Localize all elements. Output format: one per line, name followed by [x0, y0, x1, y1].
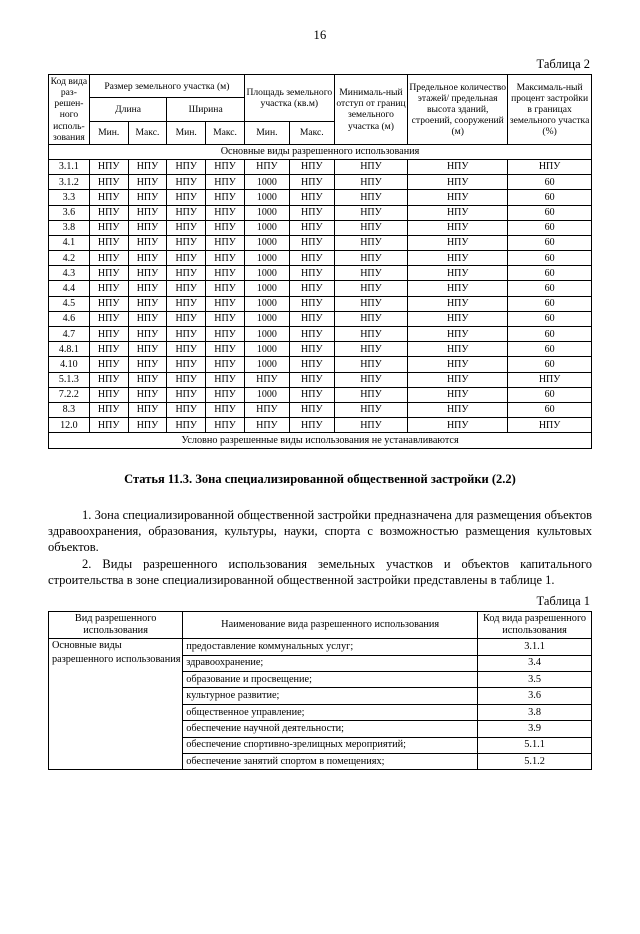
- cell-etazh: НПУ: [408, 327, 508, 342]
- table2-section-main-row: [49, 144, 592, 159]
- cell-length-max: НПУ: [128, 402, 167, 417]
- cell-length-min: НПУ: [89, 220, 128, 235]
- cell-code: 4.6: [49, 311, 90, 326]
- cell-width-max: НПУ: [206, 190, 245, 205]
- table2-section-main: Основные виды разрешенного использования: [49, 144, 592, 159]
- cell-code: 3.8: [49, 220, 90, 235]
- cell-procent: 60: [508, 311, 592, 326]
- table-row: [49, 251, 592, 266]
- cell-width-min: НПУ: [167, 357, 206, 372]
- article-paragraph-1: 1. Зона специализированной общественной застройки предназначена для размещения объектов здравоохранения, образования, культуры, науки, спорта с возможностью размещения культовых объектов.: [48, 507, 592, 555]
- cell-code: 4.2: [49, 251, 90, 266]
- table1-body: [49, 639, 592, 770]
- cell-length-max: НПУ: [128, 311, 167, 326]
- cell-width-max: НПУ: [206, 327, 245, 342]
- th-width-min: Мин.: [167, 121, 206, 144]
- cell-length-max: НПУ: [128, 235, 167, 250]
- article-paragraph-2: 2. Виды разрешенного использования земельных участков и объектов капитального строительства в зоне специализированной общественной застройки представлены в таблице 1.: [48, 556, 592, 587]
- table-row: [49, 342, 592, 357]
- table-2-land-parameters: [48, 74, 592, 449]
- cell-length-max: НПУ: [128, 342, 167, 357]
- cell-length-min: НПУ: [89, 327, 128, 342]
- cell-code: 12.0: [49, 418, 90, 433]
- cell-use-name: здравоохранение;: [183, 655, 478, 671]
- table1-header-row: [49, 612, 592, 639]
- cell-otstup: НПУ: [334, 311, 407, 326]
- cell-use-name: обеспечение научной деятельности;: [183, 721, 478, 737]
- cell-length-max: НПУ: [128, 327, 167, 342]
- cell-use-code: 3.9: [478, 721, 592, 737]
- cell-code: 4.3: [49, 266, 90, 281]
- cell-otstup: НПУ: [334, 418, 407, 433]
- cell-area-max: НПУ: [289, 357, 334, 372]
- cell-procent: 60: [508, 235, 592, 250]
- table-row: [49, 190, 592, 205]
- th-otstup: Минималь-ный отступ от границ земельного участка (м): [334, 75, 407, 145]
- cell-area-min: НПУ: [244, 402, 289, 417]
- cell-length-max: НПУ: [128, 175, 167, 190]
- cell-width-min: НПУ: [167, 190, 206, 205]
- cell-code: 4.1: [49, 235, 90, 250]
- cell-area-max: НПУ: [289, 175, 334, 190]
- cell-code: 4.8.1: [49, 342, 90, 357]
- cell-area-min: 1000: [244, 281, 289, 296]
- cell-etazh: НПУ: [408, 235, 508, 250]
- cell-area-min: 1000: [244, 296, 289, 311]
- cell-code: 3.6: [49, 205, 90, 220]
- cell-group-label: Основные виды разрешенного использования: [49, 639, 183, 770]
- cell-width-min: НПУ: [167, 327, 206, 342]
- cell-area-max: НПУ: [289, 296, 334, 311]
- cell-length-min: НПУ: [89, 296, 128, 311]
- cell-area-min: НПУ: [244, 418, 289, 433]
- table-row: [49, 402, 592, 417]
- cell-etazh: НПУ: [408, 387, 508, 402]
- cell-width-max: НПУ: [206, 387, 245, 402]
- cell-length-min: НПУ: [89, 205, 128, 220]
- page-number: 16: [313, 28, 327, 42]
- cell-area-min: 1000: [244, 190, 289, 205]
- table-row: [49, 387, 592, 402]
- cell-area-max: НПУ: [289, 372, 334, 387]
- cell-etazh: НПУ: [408, 342, 508, 357]
- cell-otstup: НПУ: [334, 220, 407, 235]
- th-code: Код вида раз-решен-ного исполь-зования: [49, 75, 90, 145]
- cell-code: 3.1.1: [49, 159, 90, 174]
- cell-width-min: НПУ: [167, 418, 206, 433]
- cell-otstup: НПУ: [334, 159, 407, 174]
- cell-area-max: НПУ: [289, 220, 334, 235]
- cell-width-min: НПУ: [167, 220, 206, 235]
- cell-length-min: НПУ: [89, 281, 128, 296]
- cell-area-max: НПУ: [289, 311, 334, 326]
- cell-length-min: НПУ: [89, 402, 128, 417]
- cell-width-max: НПУ: [206, 357, 245, 372]
- cell-otstup: НПУ: [334, 327, 407, 342]
- th-vid: Вид разрешенного использования: [49, 612, 183, 639]
- th-length-group: Длина: [89, 98, 167, 121]
- th-length-min: Мин.: [89, 121, 128, 144]
- cell-area-max: НПУ: [289, 281, 334, 296]
- cell-width-min: НПУ: [167, 251, 206, 266]
- cell-width-max: НПУ: [206, 251, 245, 266]
- table-row: [49, 418, 592, 433]
- cell-length-max: НПУ: [128, 281, 167, 296]
- th-length-max: Макс.: [128, 121, 167, 144]
- cell-use-name: образование и просвещение;: [183, 672, 478, 688]
- cell-area-min: 1000: [244, 251, 289, 266]
- cell-area-min: 1000: [244, 266, 289, 281]
- cell-width-max: НПУ: [206, 175, 245, 190]
- cell-area-max: НПУ: [289, 402, 334, 417]
- cell-width-max: НПУ: [206, 159, 245, 174]
- cell-procent: 60: [508, 357, 592, 372]
- cell-code: 4.5: [49, 296, 90, 311]
- cell-width-max: НПУ: [206, 235, 245, 250]
- cell-length-min: НПУ: [89, 418, 128, 433]
- cell-otstup: НПУ: [334, 190, 407, 205]
- cell-etazh: НПУ: [408, 418, 508, 433]
- cell-width-min: НПУ: [167, 387, 206, 402]
- cell-code: 4.4: [49, 281, 90, 296]
- cell-length-min: НПУ: [89, 175, 128, 190]
- cell-procent: 60: [508, 281, 592, 296]
- cell-etazh: НПУ: [408, 220, 508, 235]
- cell-procent: НПУ: [508, 159, 592, 174]
- table-1-permitted-uses: [48, 611, 592, 770]
- cell-length-max: НПУ: [128, 205, 167, 220]
- cell-etazh: НПУ: [408, 266, 508, 281]
- article-heading: Статья 11.3. Зона специализированной общественной застройки (2.2): [124, 471, 516, 486]
- table-row: [49, 639, 592, 655]
- cell-otstup: НПУ: [334, 205, 407, 220]
- cell-length-min: НПУ: [89, 251, 128, 266]
- cell-otstup: НПУ: [334, 402, 407, 417]
- table2-body: [49, 144, 592, 433]
- cell-code: 3.1.2: [49, 175, 90, 190]
- cell-procent: НПУ: [508, 418, 592, 433]
- cell-use-name: культурное развитие;: [183, 688, 478, 704]
- cell-procent: 60: [508, 387, 592, 402]
- cell-length-min: НПУ: [89, 190, 128, 205]
- cell-width-min: НПУ: [167, 402, 206, 417]
- cell-code: 7.2.2: [49, 387, 90, 402]
- cell-use-code: 3.1.1: [478, 639, 592, 655]
- cell-etazh: НПУ: [408, 205, 508, 220]
- cell-code: 3.3: [49, 190, 90, 205]
- cell-length-min: НПУ: [89, 159, 128, 174]
- cell-area-min: 1000: [244, 387, 289, 402]
- table2-header-row-1: [49, 75, 592, 98]
- cell-length-max: НПУ: [128, 190, 167, 205]
- cell-width-max: НПУ: [206, 266, 245, 281]
- cell-width-min: НПУ: [167, 296, 206, 311]
- cell-length-min: НПУ: [89, 387, 128, 402]
- cell-length-min: НПУ: [89, 372, 128, 387]
- cell-area-min: 1000: [244, 205, 289, 220]
- table-row: [49, 372, 592, 387]
- cell-area-max: НПУ: [289, 418, 334, 433]
- cell-width-max: НПУ: [206, 220, 245, 235]
- cell-length-min: НПУ: [89, 266, 128, 281]
- th-code: Код вида разрешенного использования: [478, 612, 592, 639]
- cell-procent: 60: [508, 205, 592, 220]
- cell-etazh: НПУ: [408, 159, 508, 174]
- cell-area-max: НПУ: [289, 342, 334, 357]
- table-row: [49, 175, 592, 190]
- cell-code: 4.10: [49, 357, 90, 372]
- cell-procent: 60: [508, 251, 592, 266]
- cell-procent: 60: [508, 175, 592, 190]
- cell-code: 5.1.3: [49, 372, 90, 387]
- cell-area-min: 1000: [244, 235, 289, 250]
- cell-area-max: НПУ: [289, 205, 334, 220]
- cell-use-code: 5.1.1: [478, 737, 592, 753]
- cell-length-max: НПУ: [128, 418, 167, 433]
- table2-section-footer-row: [49, 433, 592, 448]
- table-row: [49, 205, 592, 220]
- cell-area-max: НПУ: [289, 190, 334, 205]
- document-page: [0, 28, 640, 934]
- cell-use-code: 3.5: [478, 672, 592, 688]
- table2-head: [49, 75, 592, 145]
- cell-width-min: НПУ: [167, 342, 206, 357]
- cell-width-max: НПУ: [206, 418, 245, 433]
- cell-area-max: НПУ: [289, 235, 334, 250]
- table-row: [49, 266, 592, 281]
- table-row: [49, 159, 592, 174]
- cell-code: 8.3: [49, 402, 90, 417]
- cell-width-max: НПУ: [206, 281, 245, 296]
- table-row: [49, 235, 592, 250]
- cell-use-name: обеспечение спортивно-зрелищных мероприятий;: [183, 737, 478, 753]
- cell-procent: 60: [508, 190, 592, 205]
- cell-length-max: НПУ: [128, 387, 167, 402]
- th-area-group: Площадь земельного участка (кв.м): [244, 75, 334, 122]
- cell-otstup: НПУ: [334, 266, 407, 281]
- cell-otstup: НПУ: [334, 175, 407, 190]
- cell-width-min: НПУ: [167, 235, 206, 250]
- cell-length-min: НПУ: [89, 235, 128, 250]
- cell-width-min: НПУ: [167, 159, 206, 174]
- cell-area-min: 1000: [244, 220, 289, 235]
- cell-length-max: НПУ: [128, 251, 167, 266]
- cell-otstup: НПУ: [334, 372, 407, 387]
- table-row: [49, 311, 592, 326]
- table-row: [49, 220, 592, 235]
- cell-length-max: НПУ: [128, 159, 167, 174]
- cell-width-min: НПУ: [167, 372, 206, 387]
- cell-width-max: НПУ: [206, 205, 245, 220]
- cell-procent: 60: [508, 342, 592, 357]
- cell-length-max: НПУ: [128, 357, 167, 372]
- cell-width-max: НПУ: [206, 296, 245, 311]
- cell-procent: 60: [508, 402, 592, 417]
- cell-width-max: НПУ: [206, 311, 245, 326]
- cell-area-min: 1000: [244, 327, 289, 342]
- th-procent: Максималь-ный процент застройки в границах земельного участка (%): [508, 75, 592, 145]
- cell-length-min: НПУ: [89, 342, 128, 357]
- cell-use-name: общественное управление;: [183, 704, 478, 720]
- cell-use-code: 5.1.2: [478, 754, 592, 770]
- cell-use-code: 3.8: [478, 704, 592, 720]
- th-area-max: Макс.: [289, 121, 334, 144]
- cell-otstup: НПУ: [334, 235, 407, 250]
- cell-use-code: 3.6: [478, 688, 592, 704]
- cell-length-min: НПУ: [89, 357, 128, 372]
- cell-area-max: НПУ: [289, 387, 334, 402]
- cell-area-max: НПУ: [289, 251, 334, 266]
- cell-use-name: предоставление коммунальных услуг;: [183, 639, 478, 655]
- cell-otstup: НПУ: [334, 251, 407, 266]
- cell-width-min: НПУ: [167, 266, 206, 281]
- cell-etazh: НПУ: [408, 281, 508, 296]
- th-etazh: Предельное количество этажей/ предельная высота зданий, строений, сооружений (м): [408, 75, 508, 145]
- cell-etazh: НПУ: [408, 190, 508, 205]
- cell-use-code: 3.4: [478, 655, 592, 671]
- cell-use-name: обеспечение занятий спортом в помещениях;: [183, 754, 478, 770]
- table1-head: [49, 612, 592, 639]
- cell-procent: 60: [508, 327, 592, 342]
- cell-length-max: НПУ: [128, 220, 167, 235]
- cell-length-max: НПУ: [128, 372, 167, 387]
- cell-length-max: НПУ: [128, 266, 167, 281]
- cell-area-min: 1000: [244, 342, 289, 357]
- table2-section-footer: Условно разрешенные виды использования не устанавливаются: [49, 433, 592, 448]
- cell-area-max: НПУ: [289, 327, 334, 342]
- table-row: [49, 281, 592, 296]
- cell-etazh: НПУ: [408, 296, 508, 311]
- cell-area-min: 1000: [244, 357, 289, 372]
- table-row: [49, 357, 592, 372]
- th-name: Наименование вида разрешенного использования: [183, 612, 478, 639]
- cell-area-max: НПУ: [289, 266, 334, 281]
- table1-caption: Таблица 1: [536, 594, 590, 608]
- cell-width-min: НПУ: [167, 311, 206, 326]
- cell-area-min: НПУ: [244, 372, 289, 387]
- cell-otstup: НПУ: [334, 342, 407, 357]
- cell-procent: 60: [508, 220, 592, 235]
- cell-area-max: НПУ: [289, 159, 334, 174]
- cell-length-max: НПУ: [128, 296, 167, 311]
- cell-procent: НПУ: [508, 372, 592, 387]
- cell-otstup: НПУ: [334, 281, 407, 296]
- cell-width-max: НПУ: [206, 342, 245, 357]
- cell-otstup: НПУ: [334, 296, 407, 311]
- table-row: [49, 327, 592, 342]
- cell-etazh: НПУ: [408, 402, 508, 417]
- th-area-min: Мин.: [244, 121, 289, 144]
- cell-otstup: НПУ: [334, 387, 407, 402]
- cell-code: 4.7: [49, 327, 90, 342]
- cell-etazh: НПУ: [408, 372, 508, 387]
- th-size-group: Размер земельного участка (м): [89, 75, 244, 98]
- cell-area-min: НПУ: [244, 159, 289, 174]
- cell-width-min: НПУ: [167, 205, 206, 220]
- cell-etazh: НПУ: [408, 357, 508, 372]
- th-width-group: Ширина: [167, 98, 245, 121]
- table-row: [49, 296, 592, 311]
- cell-width-min: НПУ: [167, 281, 206, 296]
- cell-etazh: НПУ: [408, 175, 508, 190]
- cell-width-max: НПУ: [206, 402, 245, 417]
- cell-area-min: 1000: [244, 311, 289, 326]
- th-width-max: Макс.: [206, 121, 245, 144]
- cell-length-min: НПУ: [89, 311, 128, 326]
- cell-otstup: НПУ: [334, 357, 407, 372]
- cell-procent: 60: [508, 266, 592, 281]
- cell-width-max: НПУ: [206, 372, 245, 387]
- cell-etazh: НПУ: [408, 311, 508, 326]
- cell-area-min: 1000: [244, 175, 289, 190]
- cell-width-min: НПУ: [167, 175, 206, 190]
- cell-etazh: НПУ: [408, 251, 508, 266]
- table2-caption: Таблица 2: [536, 57, 590, 71]
- table2-foot: [49, 433, 592, 448]
- cell-procent: 60: [508, 296, 592, 311]
